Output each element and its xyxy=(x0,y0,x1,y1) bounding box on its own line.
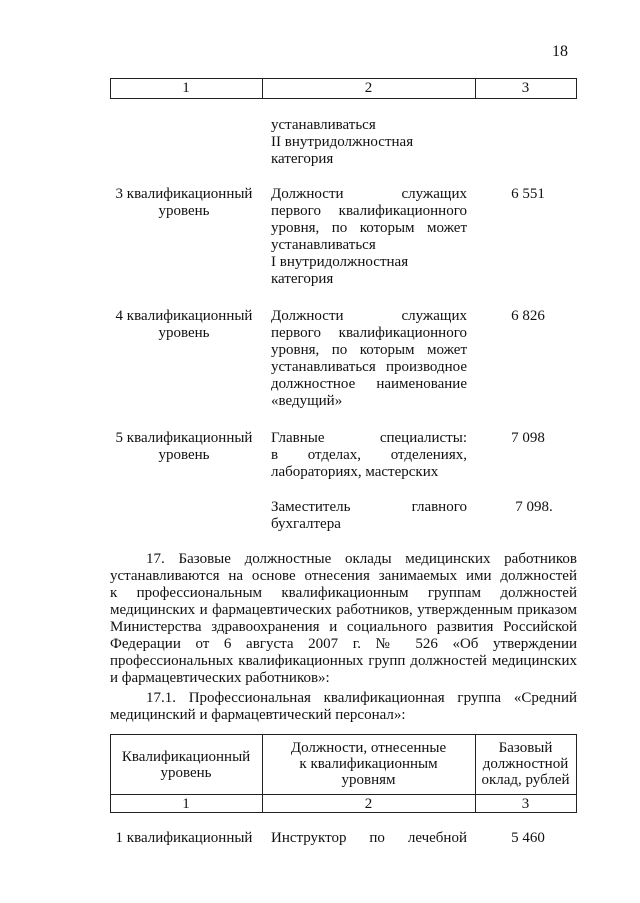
text-line: профессиональных квалификационных групп должностей медицинских xyxy=(110,653,577,669)
text-line: Должности служащих xyxy=(271,308,467,324)
level-line: 3 квалификационный xyxy=(115,186,253,202)
row-level-5-description xyxy=(271,430,467,481)
table1-header-bottom-border xyxy=(110,98,577,99)
paragraph-17-1 xyxy=(110,690,577,724)
text-line: Федерации от 6 августа 2007 г. № 526 «Об утверждении xyxy=(110,636,577,652)
text-line: I внутридолжностная xyxy=(271,254,409,270)
text-line: Министерства здравоохранения и социального развития Российской xyxy=(110,619,577,635)
level-line: 4 квалификационный xyxy=(115,308,253,324)
table2-number-col1: 1 xyxy=(182,796,190,812)
text-line: категория xyxy=(271,151,334,167)
level-line: уровень xyxy=(158,203,210,219)
text-line: первого квалификационного xyxy=(271,325,467,341)
header-line: Должности, отнесенные xyxy=(290,740,447,756)
text-line: Заместитель главного xyxy=(271,499,467,515)
table1-header-col2: 2 xyxy=(364,80,373,96)
table2-top-border xyxy=(110,734,577,735)
row-level-3-salary: 6 551 xyxy=(511,186,545,202)
text-line: лабораториях, мастерских xyxy=(271,464,439,480)
table1-header-col1: 1 xyxy=(182,80,190,96)
text-line: устанавливаться производное xyxy=(271,359,467,375)
header-line: Базовый xyxy=(498,740,553,756)
text-line: II внутридолжностная xyxy=(271,134,414,150)
table1-header-col3: 3 xyxy=(521,80,530,96)
text-line: Должности служащих xyxy=(271,186,467,202)
row-deputy-description xyxy=(271,499,467,533)
table1-top-border xyxy=(110,78,577,79)
text-line: к профессиональным квалификационным группам должностей xyxy=(110,585,577,601)
page-number: 18 xyxy=(552,43,568,60)
row-level-5-salary: 7 098 xyxy=(511,430,545,446)
text-line: 17.1. Профессиональная квалификационная группа «Средний xyxy=(146,690,577,706)
row-level-3 xyxy=(110,186,258,220)
row-level-4 xyxy=(110,308,258,342)
text-line: устанавливаться xyxy=(271,117,376,133)
text-line: медицинский и фармацевтический персонал»: xyxy=(110,707,406,723)
header-line: Квалификационный xyxy=(121,749,251,765)
text-line: в отделах, отделениях, xyxy=(271,447,467,463)
text-line: и фармацевтических работников»: xyxy=(110,670,330,686)
table2-right-border xyxy=(576,734,577,812)
text-line: уровня, по которым может xyxy=(271,220,467,236)
row-level-3-description xyxy=(271,186,467,288)
level-line: 5 квалификационный xyxy=(115,430,253,446)
table1-right-border xyxy=(576,78,577,98)
table1-continuation xyxy=(271,117,467,168)
text-line: категория xyxy=(271,271,334,287)
table2-row1-salary: 5 460 xyxy=(511,830,545,846)
table2-number-col3: 3 xyxy=(521,796,530,812)
row-deputy-salary: 7 098. xyxy=(515,499,553,515)
text-line: 17. Базовые должностные оклады медицинских работников xyxy=(146,551,577,567)
table2-header-divider xyxy=(110,794,577,795)
text-line: должностное наименование xyxy=(271,376,467,392)
table2-numbers-bottom-border xyxy=(110,812,577,813)
text-line: устанавливаться xyxy=(271,237,376,253)
text-line: первого квалификационного xyxy=(271,203,467,219)
header-line: должностной xyxy=(482,756,569,772)
text-line: «ведущий» xyxy=(271,393,343,409)
row-level-4-salary: 6 826 xyxy=(511,308,545,324)
text-line: медицинских и фармацевтических работников, утвержденным приказом xyxy=(110,602,577,618)
table2-row1-level: 1 квалификационный xyxy=(115,830,253,846)
header-line: оклад, рублей xyxy=(481,772,570,788)
level-line: уровень xyxy=(158,325,210,341)
table2-header-salary xyxy=(475,740,576,788)
level-line: уровень xyxy=(158,447,210,463)
table2-header-level xyxy=(110,749,262,781)
text-line: устанавливаются на основе отнесения занимаемых ими должностей xyxy=(110,568,577,584)
header-line: уровням xyxy=(341,772,396,788)
row-level-5 xyxy=(110,430,258,464)
text-line: Главные специалисты: xyxy=(271,430,467,446)
text-line: бухгалтера xyxy=(271,516,341,532)
row-level-4-description xyxy=(271,308,467,410)
table2-header-positions xyxy=(262,740,475,788)
header-line: уровень xyxy=(160,765,212,781)
paragraph-17 xyxy=(110,551,577,687)
table2-row1-description: Инструктор по лечебной xyxy=(271,830,467,846)
text-line: уровня, по которым может xyxy=(271,342,467,358)
table2-number-col2: 2 xyxy=(364,796,373,812)
header-line: к квалификационным xyxy=(299,756,438,772)
